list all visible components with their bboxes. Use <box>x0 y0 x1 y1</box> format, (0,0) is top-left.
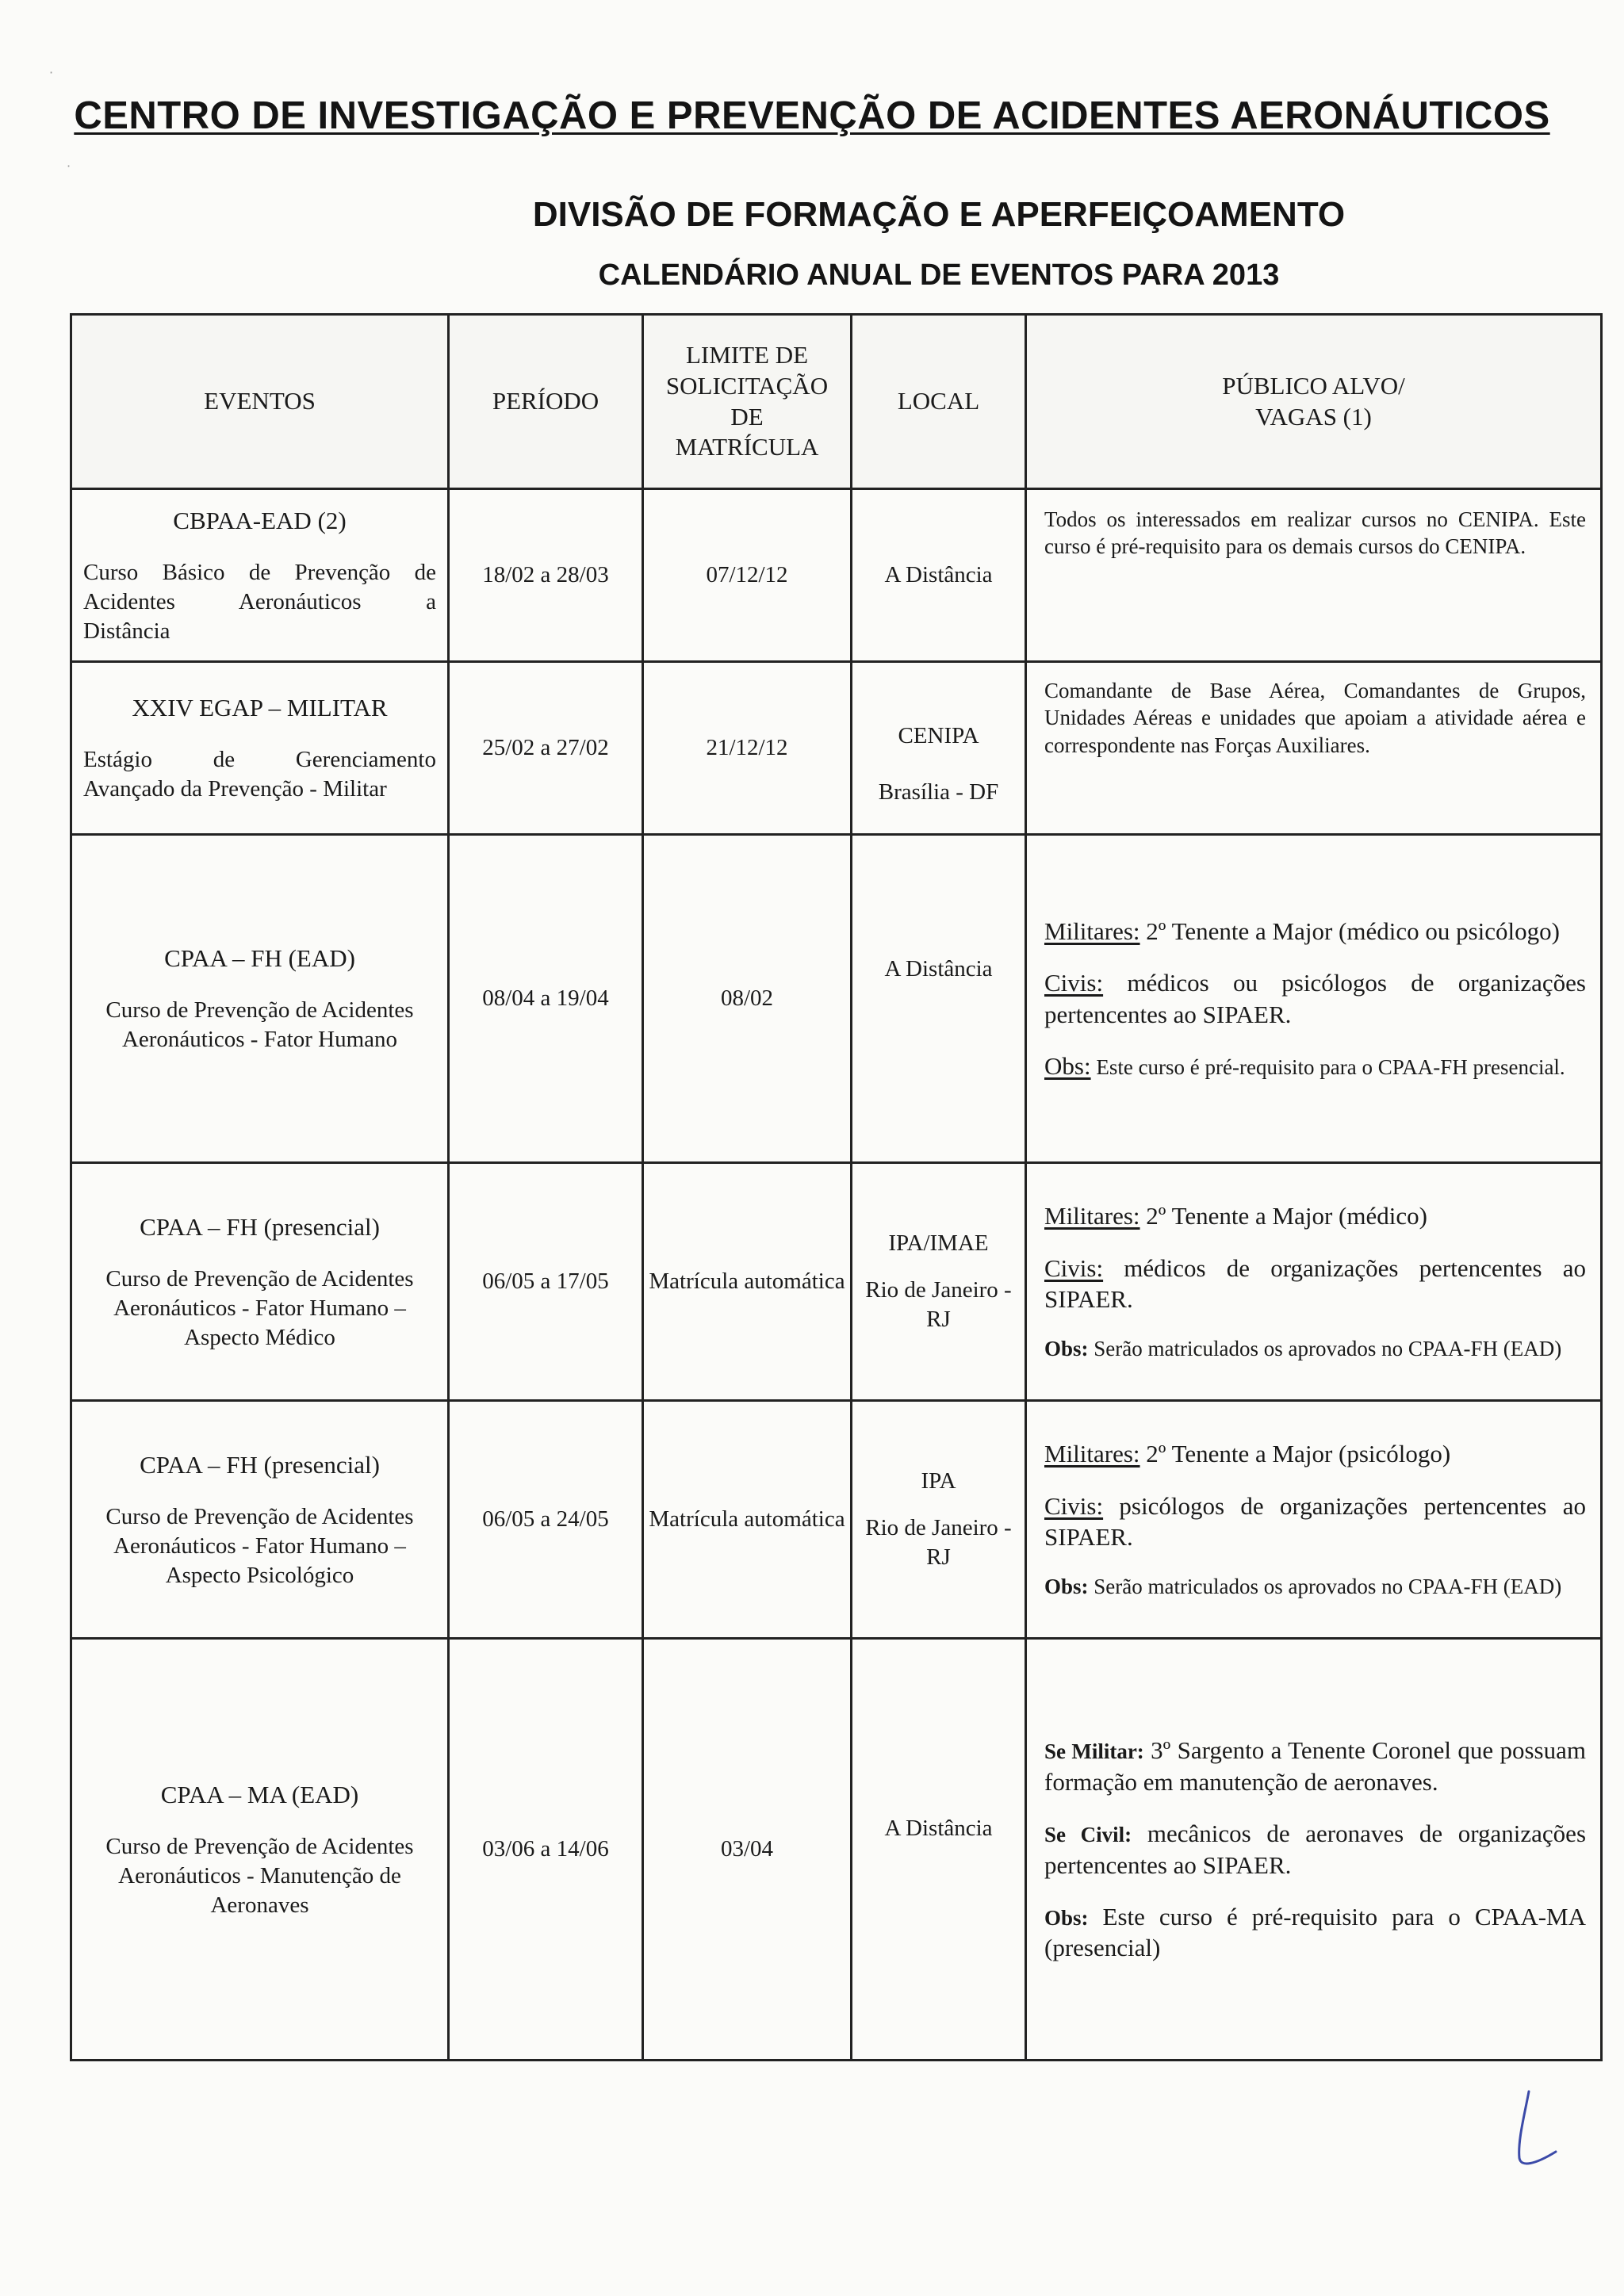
scan-speck: · <box>67 159 71 174</box>
event-code: XXIV EGAP – MILITAR <box>132 693 388 721</box>
location-cell: A Distância <box>852 1639 1026 2061</box>
period-cell: 03/06 a 14/06 <box>449 1639 643 2061</box>
audience-cell: Comandante de Base Aérea, Comandantes de Grupos, Unidades Aéreas e unidades que apoiam a atividade aérea e correspondente nas Forças Auxiliares. <box>1026 662 1602 835</box>
deadline-cell: 21/12/12 <box>643 662 852 835</box>
location-cell: A Distância <box>852 835 1026 1163</box>
audience-cell: Todos os interessados em realizar cursos no CENIPA. Este curso é pré-requisito para os demais cursos do CENIPA. <box>1026 489 1602 662</box>
event-description: Curso de Prevenção de Acidentes Aeronáuticos - Fator Humano – Aspecto Psicológico <box>105 1503 414 1588</box>
scan-speck: · <box>49 65 54 80</box>
deadline-cell: 03/04 <box>643 1639 852 2061</box>
col-header-eventos: EVENTOS <box>71 315 449 489</box>
event-code: CPAA – FH (EAD) <box>164 943 355 972</box>
col-header-periodo: PERÍODO <box>449 315 643 489</box>
event-cell <box>71 662 449 835</box>
civis-label: Civis: <box>1044 1491 1104 1520</box>
handwritten-initial-mark <box>1507 2085 1570 2172</box>
table-row <box>71 1401 1602 1639</box>
table-row <box>71 1639 1602 2061</box>
location-cell: CENIPA Brasília - DF <box>852 662 1026 835</box>
event-cell <box>71 1401 449 1639</box>
event-code: CPAA – MA (EAD) <box>160 1780 359 1808</box>
audience-cell: Se Militar: 3º Sargento a Tenente Coronel que possuam formação em manutenção de aeronaves. Se Civil: mecânicos de aeronaves de organizações pertencentes ao SIPAER. Obs: Este curso é pré-requisito para o CPAA-MA (presencial) <box>1026 1639 1602 2061</box>
table-row <box>71 489 1602 662</box>
obs-label: Obs: <box>1044 1575 1089 1599</box>
deadline-cell: Matrícula automática <box>643 1401 852 1639</box>
audience-cell: Militares: 2º Tenente a Major (médico ou psicólogo) Civis: médicos ou psicólogos de organizações pertencentes ao SIPAER. Obs: Este curso é pré-requisito para o CPAA-FH presencial. <box>1026 835 1602 1163</box>
se-civil-label: Se Civil: <box>1044 1823 1132 1847</box>
event-cell <box>71 1639 449 2061</box>
event-cell <box>71 835 449 1163</box>
col-header-local: LOCAL <box>852 315 1026 489</box>
events-table <box>70 313 1603 2061</box>
location-cell: A Distância <box>852 489 1026 662</box>
militares-label: Militares: <box>1044 1202 1140 1230</box>
militares-label: Militares: <box>1044 916 1140 945</box>
deadline-cell: Matrícula automática <box>643 1163 852 1401</box>
calendar-subtitle: CALENDÁRIO ANUAL DE EVENTOS PARA 2013 <box>598 258 1280 292</box>
event-cell <box>71 1163 449 1401</box>
event-code: CBPAA-EAD (2) <box>173 506 347 534</box>
se-militar-label: Se Militar: <box>1044 1739 1144 1764</box>
obs-label: Obs: <box>1044 1051 1091 1080</box>
table-row <box>71 835 1602 1163</box>
obs-label: Obs: <box>1044 1337 1089 1361</box>
event-description: Curso de Prevenção de Acidentes Aeronáuticos - Fator Humano – Aspecto Médico <box>105 1265 414 1350</box>
location-cell: IPA/IMAE Rio de Janeiro - RJ <box>852 1163 1026 1401</box>
militares-label: Militares: <box>1044 1440 1140 1468</box>
col-header-limite: LIMITE DE SOLICITAÇÃO DE MATRÍCULA <box>643 315 852 489</box>
col-header-publico: PÚBLICO ALVO/ VAGAS (1) <box>1026 315 1602 489</box>
event-cell <box>71 489 449 662</box>
event-description: Curso de Prevenção de Acidentes Aeronáuticos - Manutenção de Aeronaves <box>105 1833 414 1918</box>
period-cell: 25/02 a 27/02 <box>449 662 643 835</box>
audience-cell: Militares: 2º Tenente a Major (médico) Civis: médicos de organizações pertencentes ao SIPAER. Obs: Serão matriculados os aprovados no CPAA-FH (EAD) <box>1026 1163 1602 1401</box>
period-cell: 06/05 a 24/05 <box>449 1401 643 1639</box>
event-description: Curso de Prevenção de Acidentes Aeronáuticos - Fator Humano <box>105 997 414 1053</box>
civis-label: Civis: <box>1044 969 1104 997</box>
period-cell: 18/02 a 28/03 <box>449 489 643 662</box>
org-title: CENTRO DE INVESTIGAÇÃO E PREVENÇÃO DE ACIDENTES AERONÁUTICOS <box>74 94 1550 137</box>
table-row <box>71 1163 1602 1401</box>
civis-label: Civis: <box>1044 1253 1104 1282</box>
table-row <box>71 662 1602 835</box>
obs-label: Obs: <box>1044 1905 1089 1930</box>
event-code: CPAA – FH (presencial) <box>140 1212 380 1241</box>
period-cell: 06/05 a 17/05 <box>449 1163 643 1401</box>
table-header-row <box>71 315 1602 489</box>
event-description: Estágio de Gerenciamento Avançado da Prevenção - Militar <box>83 747 436 802</box>
division-title: DIVISÃO DE FORMAÇÃO E APERFEIÇOAMENTO <box>532 195 1346 234</box>
deadline-cell: 08/02 <box>643 835 852 1163</box>
location-cell: IPA Rio de Janeiro - RJ <box>852 1401 1026 1639</box>
audience-cell: Militares: 2º Tenente a Major (psicólogo) Civis: psicólogos de organizações pertencentes ao SIPAER. Obs: Serão matriculados os aprovados no CPAA-FH (EAD) <box>1026 1401 1602 1639</box>
event-description: Curso Básico de Prevenção de Acidentes Aeronáuticos a Distância <box>83 559 436 644</box>
period-cell: 08/04 a 19/04 <box>449 835 643 1163</box>
event-code: CPAA – FH (presencial) <box>140 1450 380 1479</box>
deadline-cell: 07/12/12 <box>643 489 852 662</box>
